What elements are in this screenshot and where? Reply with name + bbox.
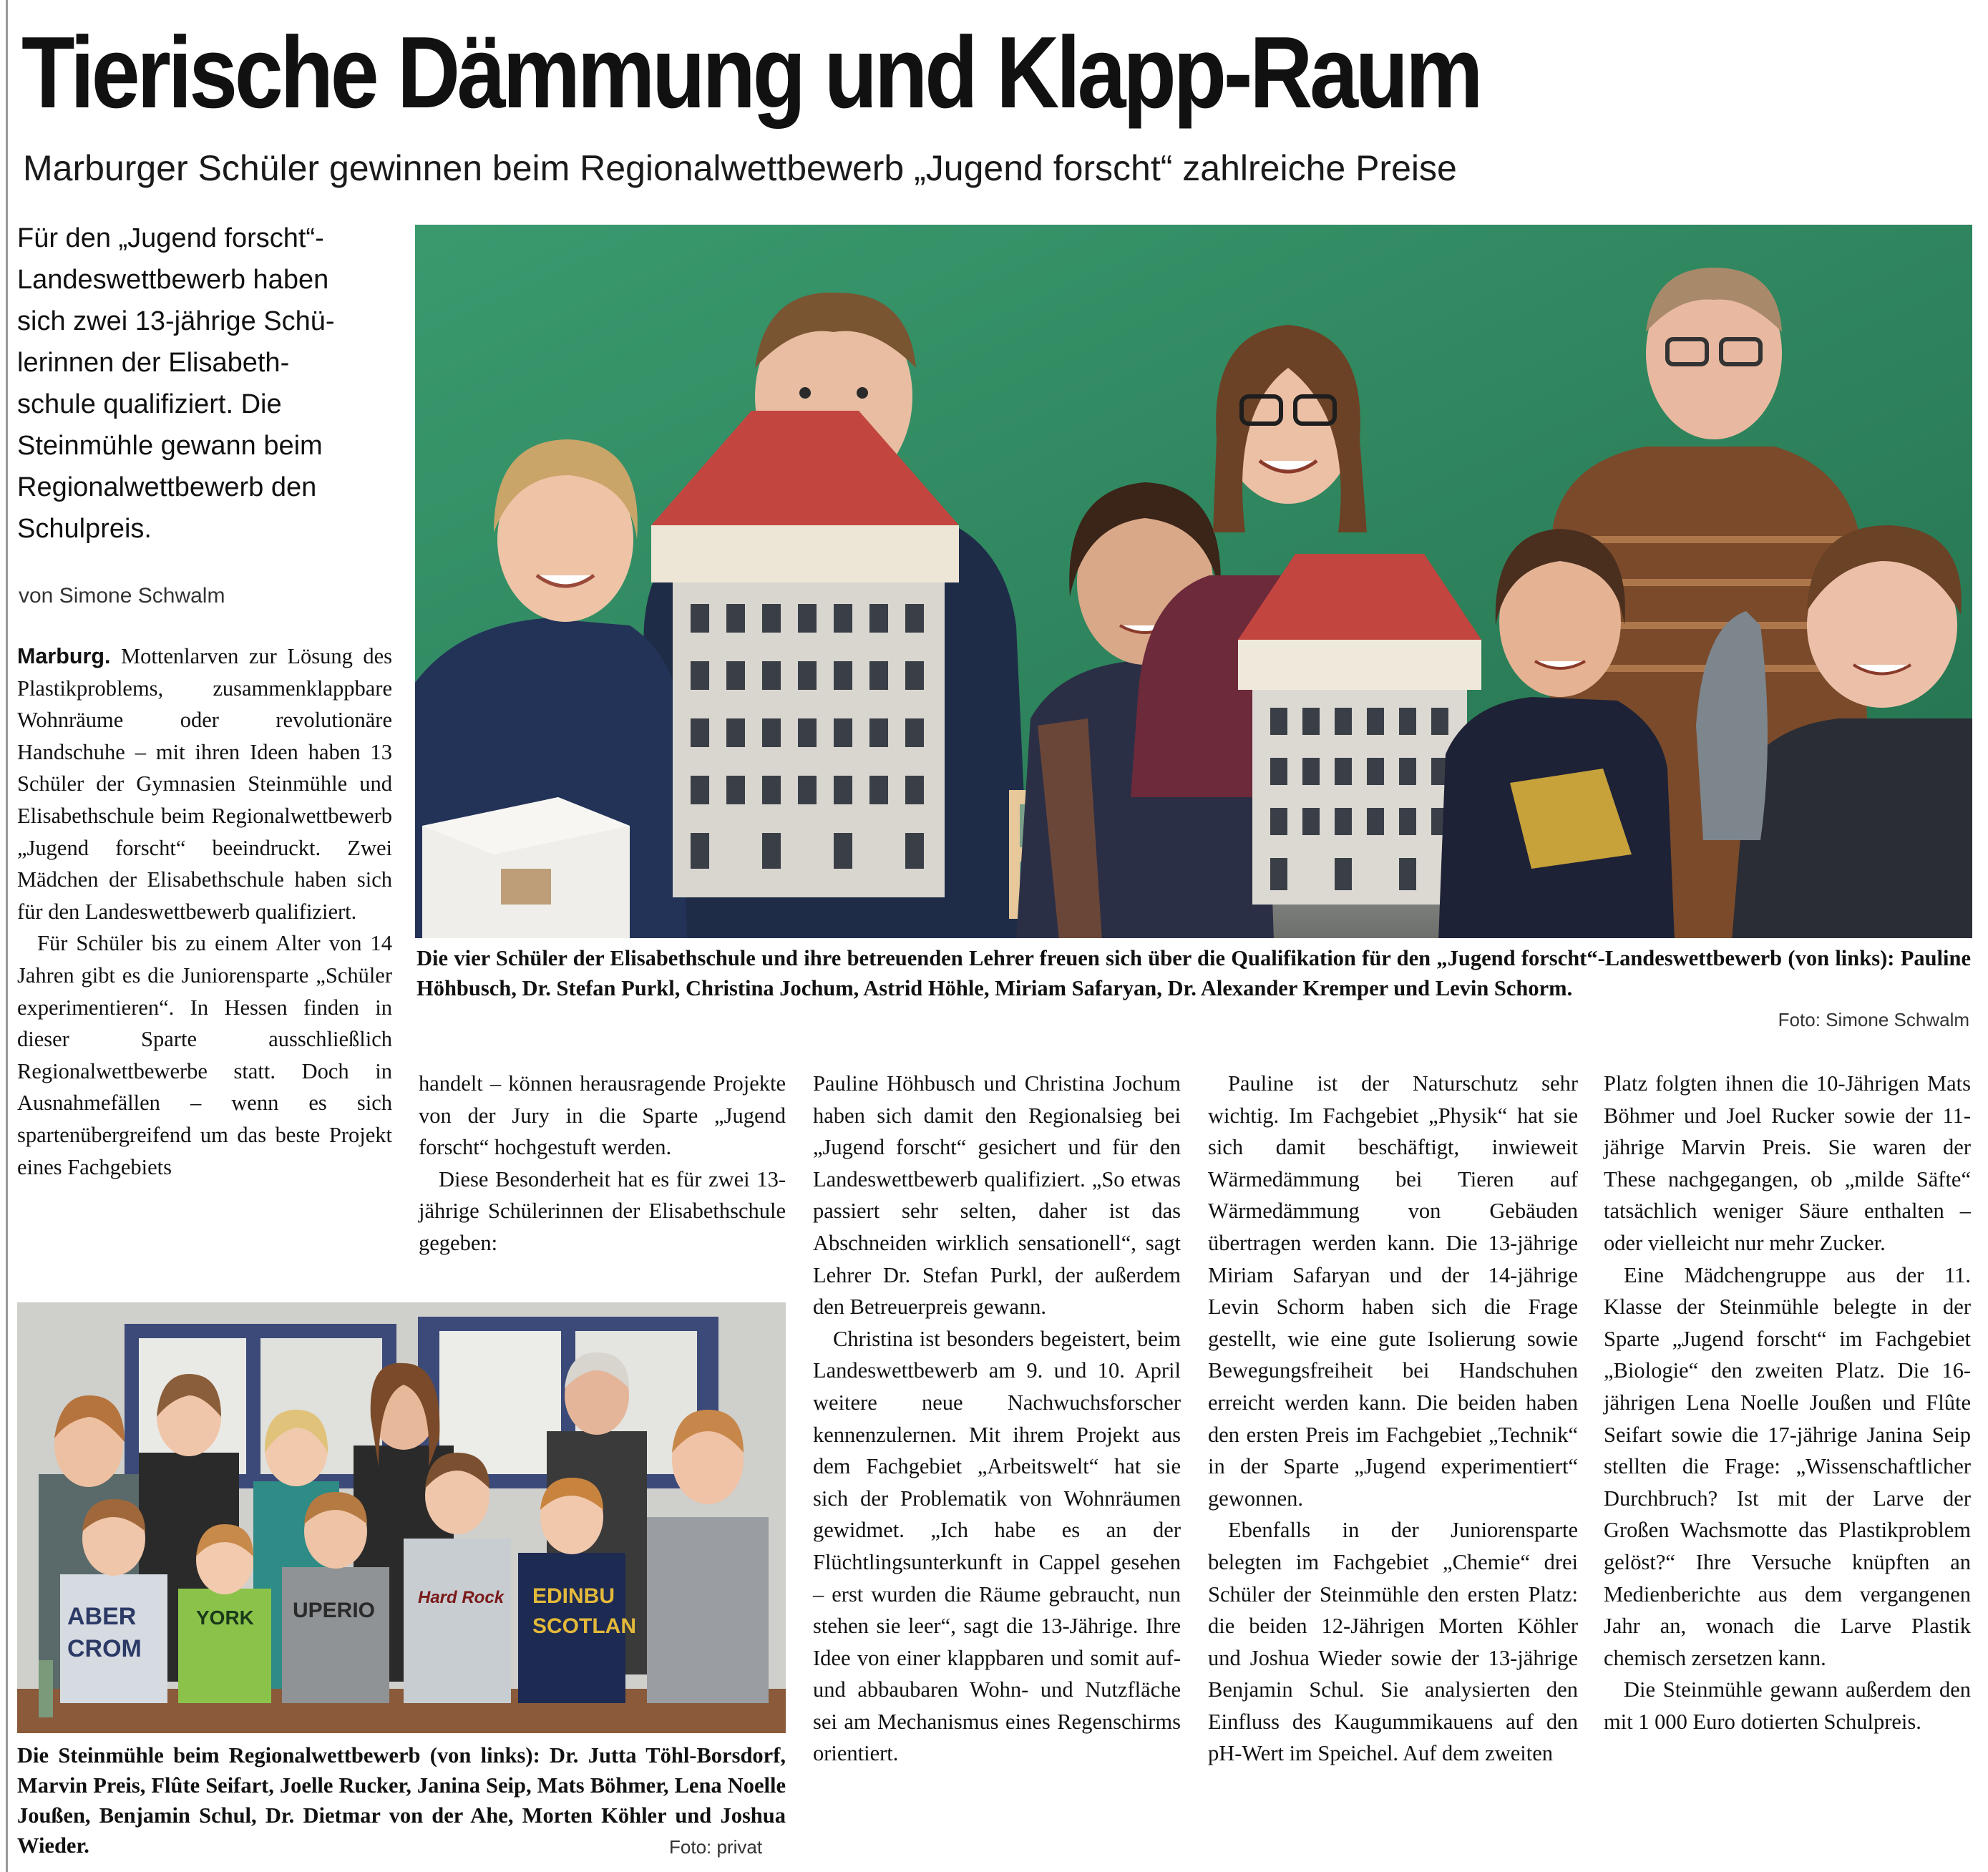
bottle [39,1660,53,1717]
lead-paragraph [17,218,407,550]
main-photo [415,225,1972,938]
model-house-1 [651,411,959,897]
lead-line: sich zwei 13-jährige Schü- [17,306,335,336]
small-photo-credit: Foto: privat [669,1836,763,1858]
lead-line: schule qualifiziert. Die [17,389,282,419]
article-column-3 [813,1068,1181,1770]
dateline: Marburg. [17,644,111,668]
article-column-4 [1208,1068,1578,1770]
article-paragraph [17,640,392,927]
lead-line: Steinmühle gewann beim [17,431,323,461]
article-paragraph: handelt – können herausragende Projekte von der Jury in die Sparte „Jugend forscht“ hochgestuft werden. [419,1071,786,1160]
shirt-text: YORK [196,1607,254,1629]
small-photo [17,1302,786,1733]
article-paragraph: Platz folgten ihnen die 10-Jährigen Mats Böhmer und Joel Rucker sowie der 11-jährige Marvin Preis. Sie waren der These nachgegangen, ob „milde Säfte“ tatsächlich weniger Säure enthalten – oder vielleicht nur mehr Zucker. [1604,1071,1971,1255]
article-paragraph: Ebenfalls in der Juniorensparte belegten im Fachgebiet „Chemie“ drei Schüler der Steinmühle den ersten Platz: die beiden 12-Jährigen Morten Köhler und Joshua Wieder sowie der 13-jährige Benjamin Schul. Sie analysierten den Einfluss des Kaugummikauens auf den pH-Wert im Speichel. Auf dem zweiten [1208,1518,1578,1766]
shirt-text: UPERIO [293,1599,376,1622]
article-paragraph: Diese Besonderheit hat es für zwei 13-jährige Schülerinnen der Elisabethschule gegeben: [419,1166,786,1255]
lead-line: Landeswettbewerb haben [17,265,329,295]
article-paragraph: Eine Mädchengruppe aus der 11. Klasse der Steinmühle belegte in der Sparte „Jugend forscht“ im Fachgebiet „Biologie“ den zweiten Platz. Die 16-jährigen Lena Noelle Joußen und Flûte Seifart sowie die 17-jährige Janina Seip stellten die Frage: „Wissenschaftlicher Durchbruch? Ist mit der Larve der Großen Wachsmotte das Plastikproblem gelöst?“ Ihre Versuche knüpften an Medienberichte aus dem vergangenen Jahr an, wonach die Larve Plastik chemisch zersetzen kann. [1604,1262,1971,1670]
byline: von Simone Schwalm [19,584,225,608]
article-paragraph: Für Schüler bis zu einem Alter von 14 Jahren gibt es die Juniorensparte „Schüler experimentieren“. In Hessen finden in dieser Sparte ausschließlich Regionalwettbewerbe statt. Doch in Ausnahmefällen – wenn es sich spartenübergreifend um das beste Projekt eines Fachgebiets [17,931,392,1179]
article-column-5 [1604,1068,1971,1737]
lead-line: lerinnen der Elisabeth- [17,348,290,378]
paragraph-text: Mottenlarven zur Lösung des Plastikproblems, zusammenklappbare Wohnräume oder revolutionäre Handschuhe – mit ihren Ideen haben 13 Schüler der Gymnasien Steinmühle und Elisabethschule beim Regionalwettbewerb „Jugend forscht“ beeindruckt. Zwei Mädchen der Elisabethschule haben sich für den Landeswettbewerb qualifiziert. [17,644,392,924]
main-photo-caption: Die vier Schüler der Elisabethschule und ihre betreuenden Lehrer freuen sich über die Qualifikation für den „Jugend forscht“-Landeswettbewerb (von links): Pauline Höhbusch, Dr. Stefan Purkl, Christina Jochum, Astrid Höhle, Miriam Safaryan, Dr. Alexander Kremper und Levin Schorm. [416,946,1971,1000]
lead-line: Für den „Jugend forscht“- [17,223,324,253]
article-paragraph: Pauline Höhbusch und Christina Jochum haben sich damit den Regionalsieg bei „Jugend forscht“ gesichert und für den Landeswettbewerb qualifiziert. „So etwas passiert sehr selten, daher ist das Abschneiden wirklich sensationell“, sagt Lehrer Dr. Stefan Purkl, der außerdem den Betreuerpreis gewann. [813,1071,1181,1320]
shirt-text: EDINBU [532,1584,615,1608]
article-paragraph: Die Steinmühle gewann außerdem den mit 1 000 Euro dotierten Schulpreis. [1604,1677,1971,1734]
article-paragraph: Pauline ist der Naturschutz sehr wichtig. Im Fachgebiet „Physik“ hat sie sich damit beschäftigt, inwieweit Wärmedämmung bei Tieren auf Wärmedämmung von Gebäuden übertragen werden kann. Die 13-jährige Miriam Safaryan und der 14-jährige Levin Schorm haben sich die Frage gestellt, wie eine gute Isolierung sowie Bewegungsfreiheit bei Handschuhen erreicht werden kann. Die beiden haben den ersten Preis im Fachgebiet „Technik“ in der Sparte „Jugend experimentiert“ gewonnen. [1208,1071,1578,1511]
subheadline: Marburger Schüler gewinnen beim Regionalwettbewerb „Jugend forscht“ zahlreiche Preise [23,148,1457,188]
headline: Tierische Dämmung und Klapp-Raum [21,16,1481,130]
article-paragraph: Christina ist besonders begeistert, beim Landeswettbewerb am 9. und 10. April weitere neue Nachwuchsforscher kennenzulernen. Mit ihrem Projekt aus dem Fachgebiet „Arbeitswelt“ hat sie sich der Problematik von Wohnräumen gewidmet. „Ich habe es an der Flüchtlingsunterkunft in Cappel gesehen – erst wurden die Räume gebraucht, nun stehen sie leer“, sagt die 13-Jährige. Ihre Idee von einer klappbaren und somit auf- und abbaubaren Wohn- und Nutzfläche sei am Mechanismus eines Regenschirms orientiert. [813,1326,1181,1766]
small-photo-caption: Die Steinmühle beim Regionalwettbewerb (von links): Dr. Jutta Töhl-Borsdorf, Marvin Preis, Flûte Seifart, Joelle Rucker, Janina Seip, Mats Böhmer, Lena Noelle Joußen, Benjamin Schul, Dr. Dietmar von der Ahe, Morten Köhler und Joshua Wieder. [17,1743,786,1858]
shirt-text: Hard Rock [418,1588,505,1607]
shirt-text: CROM [67,1635,142,1662]
lead-line: Regionalwettbewerb den [17,472,317,502]
shirt-text: ABER [67,1603,137,1630]
article-column-2 [419,1068,786,1259]
main-photo-credit: Foto: Simone Schwalm [1778,1009,1969,1030]
article-column-1 [17,640,392,1183]
shirt-text: SCOTLAN [532,1614,636,1638]
lead-line: Schulpreis. [17,514,152,544]
page-left-rule [6,0,8,1872]
